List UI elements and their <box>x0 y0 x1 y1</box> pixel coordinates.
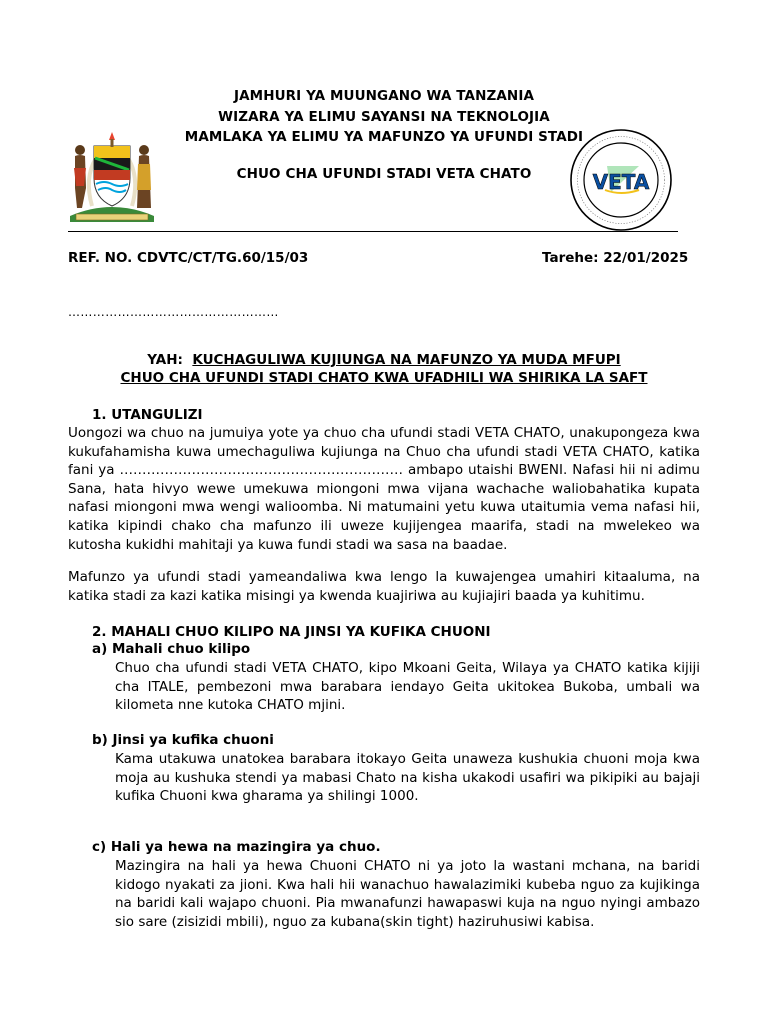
veta-logo-icon <box>569 128 673 232</box>
section-2a-text: Chuo cha ufundi stadi VETA CHATO, kipo Mkoani Geita, Wilaya ya CHATO katika kijiji cha ITALE, pembezoni mwa barabara iendayo Geita ukitokea Bukoba, umbali wa kilometa nne kutoka CHATO mjini. <box>115 660 700 714</box>
reference-number: REF. NO. CDVTC/CT/TG.60/15/03 <box>68 250 309 266</box>
subject-title-1: KUCHAGULIWA KUJIUNGA NA MAFUNZO YA MUDA MFUPI <box>192 352 621 368</box>
section-2b-heading: b) Jinsi ya kufika chuoni <box>92 732 274 748</box>
header-republic: JAMHURI YA MUUNGANO WA TANZANIA <box>233 88 535 104</box>
section-2c-heading: c) Hali ya hewa na mazingira ya chuo. <box>92 839 381 855</box>
header-authority: MAMLAKA YA ELIMU YA MAFUNZO YA UFUNDI STADI <box>184 129 584 145</box>
subject-line-2 <box>0 370 768 386</box>
subject-line-1 <box>0 352 768 368</box>
header-college: CHUO CHA UFUNDI STADI VETA CHATO <box>236 166 532 182</box>
letter-date: Tarehe: 22/01/2025 <box>542 250 689 266</box>
subject-title-2: CHUO CHA UFUNDI STADI CHATO KWA UFADHILI WA SHIRIKA LA SAFT <box>120 370 648 386</box>
section-2b-text: Kama utakuwa unatokea barabara itokayo Geita unaweza kushukia chuoni moja kwa moja au kushuka stendi ya mabasi Chato na kisha ukakodi usafiri wa pikipiki au bajaji kufika Chuoni kwa gharama ya shilingi 1000. <box>115 751 700 805</box>
section-1-paragraph-2: Mafunzo ya ufundi stadi yameandaliwa kwa lengo la kuwajengea umahiri kitaaluma, na katika stadi za kazi katika misingi ya kwenda kuajiriwa au kujiajiri baada ya kuhitimu. <box>68 569 700 604</box>
section-1-heading: 1. UTANGULIZI <box>92 407 203 423</box>
section-1-paragraph-1: Uongozi wa chuo na jumuiya yote ya chuo cha ufundi stadi VETA CHATO, unakupongeza kwa kukufahamisha kuwa umechaguliwa kujiunga na Chuo cha ufundi stadi VETA CHATO, katika fani ya ……………………………………………………… ambapo utaishi BWENI. Nafasi hii ni adimu Sana, hata hivyo wewe umekuwa miongoni mwa vijana wachache waliobahatika kupata nafasi miongoni mwa wengi walioomba. Ni matumaini yetu kuwa utaitumia vema nafasi hii, katika kipindi chako cha mafunzo ili uweze kujijengea maarifa, stadi na mwelekeo wa kutosha kukidhi mahitaji ya kuwa fundi stadi wa sasa na baadae. <box>68 425 700 553</box>
section-2c-text: Mazingira na hali ya hewa Chuoni CHATO ni ya joto la wastani mchana, na baridi kidogo nyakati za jioni. Kwa hali hii wanachuo hawalazimiki kubeba nguo za kujikinga na baridi kali wajapo chuoni. Pia mwanafunzi hawapaswi kuja na nguo nyingi ambazo sio sare (zisizidi mbili), nguo za kubana(skin tight) haziruhusiwi kabisa. <box>115 858 700 930</box>
section-2-heading: 2. MAHALI CHUO KILIPO NA JINSI YA KUFIKA CHUONI <box>92 624 491 640</box>
subject-prefix: YAH: <box>147 352 183 368</box>
header-divider <box>68 231 678 232</box>
veta-logo-text: VETA <box>592 170 650 194</box>
header-ministry: WIZARA YA ELIMU SAYANSI NA TEKNOLOJIA <box>218 109 550 125</box>
section-2a-heading: a) Mahali chuo kilipo <box>92 641 251 657</box>
addressee-placeholder: …………………………………………… <box>68 305 279 319</box>
